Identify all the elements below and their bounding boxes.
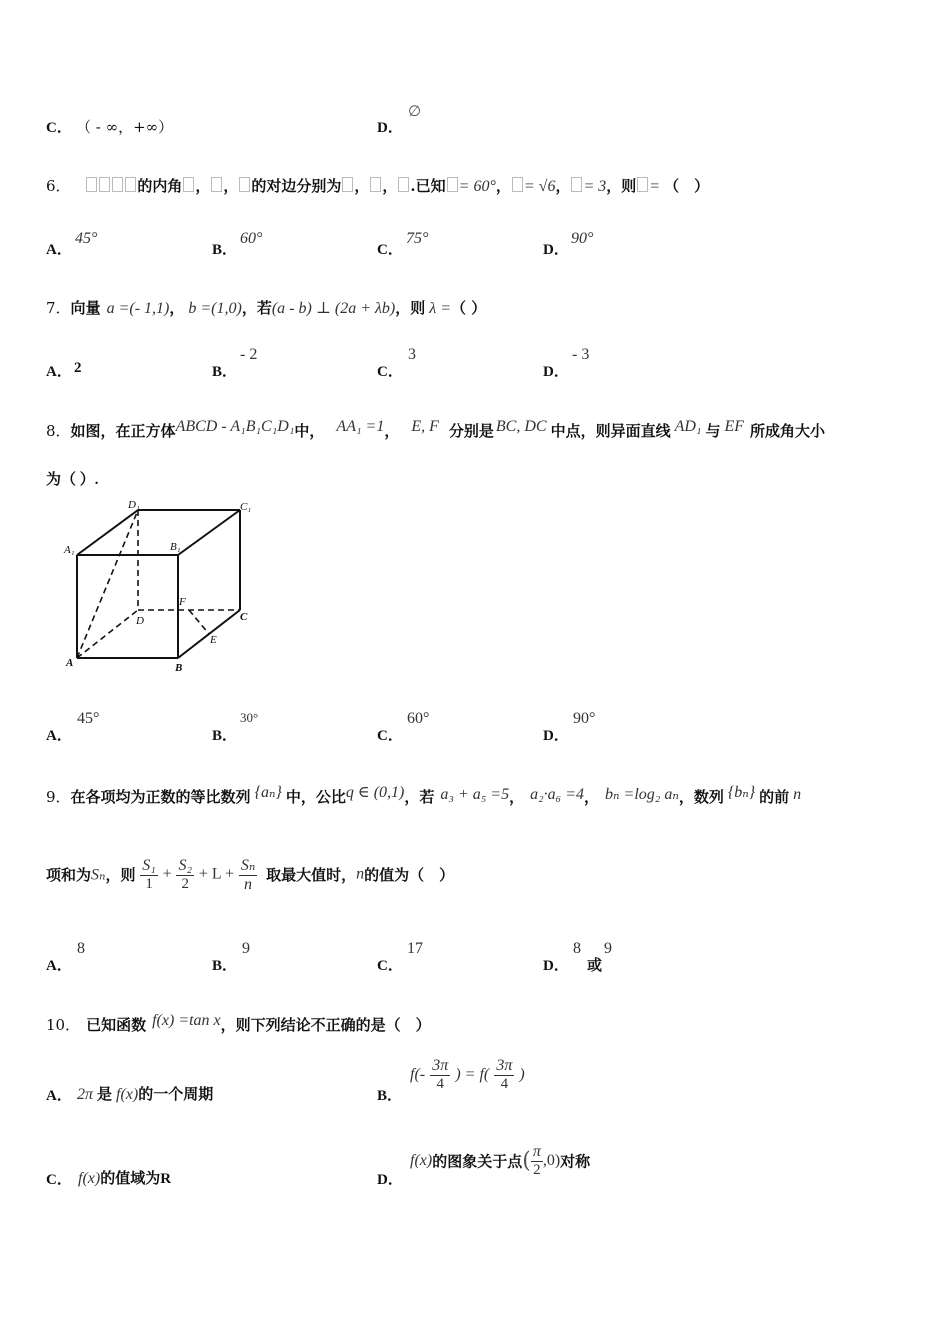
q9-frac-3 [239,855,257,894]
q6-text-5: ， [354,177,370,195]
q7-number: 7． [46,299,71,317]
label-e: E [210,634,217,646]
q7-option-a-label: A． [46,364,72,380]
q8-stem [46,418,825,441]
q9-option-d-or: 或 [587,958,603,974]
q6-option-c-value: 75° [406,230,429,247]
label-a1: A₁ [64,544,75,556]
q6-placeholder [211,177,222,192]
q6-text-2: ， [195,177,211,195]
q10-option-d-text-2: 对称 [560,1152,591,1171]
q10-option-c-text: 的值域为 [100,1169,161,1187]
q10-option-b-post: ) [519,1066,525,1083]
q8-text-2: 中， [294,422,325,440]
label-b1: B₁ [170,541,181,553]
q6-number: 6． [46,177,71,195]
q9-option-c-label: C． [377,958,403,974]
q10-option-d-close: ,0) [542,1152,561,1169]
q8-line-ef: EF [724,418,745,435]
q7-option-d-value: - 3 [572,346,590,363]
q7-option-c-value: 3 [408,346,416,363]
q8-text-6: 所成角大小 [750,422,826,440]
q6-text-8: ，则 [606,177,637,195]
q9-text-6: 项和为 [46,866,92,884]
q10-option-b-mid: ) = f( [455,1066,490,1083]
q7-text-3: ，则 [395,299,426,317]
q9-option-d-value2: 9 [604,940,612,957]
q6-eq-side-b: = 3 [583,178,607,195]
q6-placeholder [637,177,648,192]
q8-option-d-value: 90° [573,710,596,727]
q9-text-5: 的前 [759,788,790,806]
q7-answer-paren: （ ） [451,299,487,317]
q9-frac-2 [176,857,194,893]
q6-text-6: ， [382,177,398,195]
q8-text-1: 如图，在正方体 [70,422,176,440]
q9-stem-line2 [46,855,454,894]
q8-option-c-label: C． [377,728,403,744]
q6-comma: ， [495,177,511,195]
q6-option-a-label: A． [46,242,72,258]
q10-option-a-text-2: 的一个周期 [138,1085,214,1103]
q8-text-5: 与 [705,422,721,440]
q6-comma: ， [555,177,571,195]
q8-option-a-label: A． [46,728,72,744]
q5-option-d-text: ∅ [408,102,422,120]
q6-option-c-label: C． [377,242,403,258]
q7-condition: (a - b) ⊥ (2a + λb) [271,300,396,317]
q9-frac-2-den: 2 [181,875,189,892]
q9-option-d-label: D． [543,958,569,974]
q9-var-n: n [356,865,365,883]
q10-option-b-frac-2-den: 4 [500,1076,509,1092]
q10-option-a-math: 2π [77,1086,94,1103]
q6-placeholder [571,177,582,192]
q7-stem [46,297,486,318]
q9-frac-1 [140,857,158,893]
q9-frac-1-den: 1 [145,875,153,892]
q8-edges: BC, DC [495,418,547,435]
q7-vector-b: b =(1,0) [188,300,242,317]
q8-text-3: 分别是 [448,422,494,440]
q6-eq-side-a: = √6 [523,178,556,195]
q10-option-b-frac-1-num: 3π [432,1057,449,1074]
q10-option-d-label: D． [377,1172,403,1188]
q6-stem [46,175,709,196]
q10-option-d-frac-num: π [532,1143,541,1160]
q7-comma: ， [169,299,185,317]
q6-text-4: 的对边分别为 [251,177,342,195]
q10-option-d-fx: f(x) [410,1152,433,1169]
q10-option-a [77,1083,213,1104]
q10-function: f(x) =tan x [152,1012,221,1029]
q9-text-9: 的值为（ ） [364,866,455,884]
q9-plus: + [162,865,172,883]
label-f: F [179,596,186,608]
q6-option-a-value: 45° [75,230,98,247]
q6-text-3: ， [223,177,239,195]
q10-option-b [410,1057,525,1093]
q10-option-b-frac-2-num: 3π [496,1057,513,1074]
q8-edge-length: AA₁ =1 [336,418,385,435]
q6-eq-unknown: = [649,178,661,195]
q8-option-a-value: 45° [77,710,100,727]
q6-placeholder [342,177,353,192]
q8-stem-line2: 为（ ）. [46,472,99,488]
q10-option-d-frac [531,1143,543,1179]
q8-cube-figure [60,495,270,680]
q8-points-ef: E, F [411,418,439,435]
q6-placeholder [370,177,381,192]
q9-seq-a: {aₙ} [254,784,282,801]
q9-number: 9． [46,788,71,806]
q6-answer-paren: （ ） [664,177,710,195]
q7-lambda: λ = [429,300,451,317]
q9-text-2: 中，公比 [285,788,346,806]
q9-option-b-label: B． [212,958,238,974]
q8-option-b-label: B． [212,728,238,744]
q6-placeholder-triangle [85,177,137,195]
q6-placeholder [512,177,523,192]
q6-option-d-label: D． [543,242,569,258]
q10-option-c-fx: f(x) [78,1170,101,1187]
q10-stem [46,1012,431,1035]
q9-plus-ellipsis: + L + [198,865,235,883]
q10-option-d-open: ( [522,1148,531,1174]
q8-option-b-value: 30° [240,710,259,725]
q5-option-c-label: C． [46,120,72,136]
q9-text-1: 在各项均为正数的等比数列 [70,788,251,806]
q9-sum: Sₙ [91,866,106,884]
q9-var-n: n [793,786,802,803]
q10-option-c-r: R [160,1171,172,1187]
q7-text-2: ，若 [241,299,272,317]
q10-text-2: ，则下列结论不正确的是（ ） [220,1016,431,1034]
q9-text-7: ，则 [105,866,136,884]
q7-option-a-value: 2 [74,360,82,376]
q6-placeholder [447,177,458,192]
q8-option-c-value: 60° [407,710,430,727]
line-e-f [189,610,209,634]
q10-option-b-frac-1 [430,1057,450,1093]
q6-placeholder [183,177,194,192]
q6-eq-angle: = 60° [458,178,496,195]
q5-option-c-text: （ - ∞，+∞） [76,118,174,136]
q9-seq-b: {bₙ} [727,784,756,801]
q10-option-b-label: B． [377,1088,403,1104]
q9-text-3: ，若 [404,788,435,806]
label-c1: C₁ [240,501,252,513]
q6-text-1: 的内角 [137,177,183,195]
q7-option-b-label: B． [212,364,238,380]
q8-cube-name: ABCD - A₁B₁C₁D₁ [175,418,295,435]
q10-option-d-frac-den: 2 [533,1162,541,1178]
q9-stem [46,782,801,807]
q10-option-c [78,1167,171,1188]
q10-option-c-label: C． [46,1172,72,1188]
q6-option-d-value: 90° [571,230,594,247]
q7-option-b-value: - 2 [240,346,258,363]
q9-frac-2-num: S₂ [178,856,193,874]
q9-option-d-value: 8 [573,940,581,957]
edge-b1-c1 [178,510,240,555]
q10-option-a-fx: f(x) [116,1086,139,1103]
q8-text-4: 中点，则异面直线 [550,422,671,440]
q9-frac-3-num: Sₙ [240,857,256,874]
q10-option-a-label: A． [46,1088,72,1104]
q8-comma: ， [384,422,400,440]
label-d1: D₁ [128,499,140,511]
label-b: B [175,662,183,674]
q10-option-d-text-1: 的图象关于点 [432,1152,523,1171]
q8-line-ad1: AD₁ [674,418,702,435]
q9-comma: ， [509,788,525,806]
q7-vector-a: a =(- 1,1) [106,300,170,317]
q10-option-b-pre: f(- [410,1066,426,1083]
q6-option-b-value: 60° [240,230,263,247]
label-d: D [136,615,144,627]
q9-option-c-value: 17 [407,940,423,957]
q9-cond-2: a₂·a₆ =4 [530,786,585,803]
q10-number: 10． [46,1016,81,1034]
q6-placeholder [239,177,250,192]
q10-option-b-frac-1-den: 4 [436,1076,444,1092]
q9-frac-1-num: S₁ [142,856,156,874]
q10-option-b-frac-2 [494,1057,514,1093]
q10-text-1: 已知函数 [86,1016,147,1034]
q9-comma: ， [584,788,600,806]
q6-option-b-label: B． [212,242,238,258]
q10-option-a-text-1: 是 [97,1085,113,1103]
q10-option-d [410,1143,590,1179]
q6-text-7: .已知 [410,177,446,195]
q9-frac-3-den: n [244,876,253,893]
q6-placeholder [398,177,409,192]
q9-cond-1: a₃ + a₅ =5 [440,786,510,803]
q9-option-a-label: A． [46,958,72,974]
q8-option-d-label: D． [543,728,569,744]
q7-option-c-label: C． [377,364,403,380]
q9-cond-3: bₙ =log₂ aₙ [605,786,679,803]
q9-option-b-value: 9 [242,940,250,957]
q9-ratio: q ∈ (0,1) [345,784,405,801]
q9-text-8: 取最大值时， [266,866,357,884]
label-c: C [240,611,248,623]
q5-option-d-label: D． [377,120,403,136]
q9-option-a-value: 8 [77,940,85,957]
q7-text-1: 向量 [70,299,101,317]
q7-option-d-label: D． [543,364,569,380]
q8-number: 8． [46,422,71,440]
q9-text-4: ，数列 [678,788,724,806]
label-a: A [66,657,74,669]
